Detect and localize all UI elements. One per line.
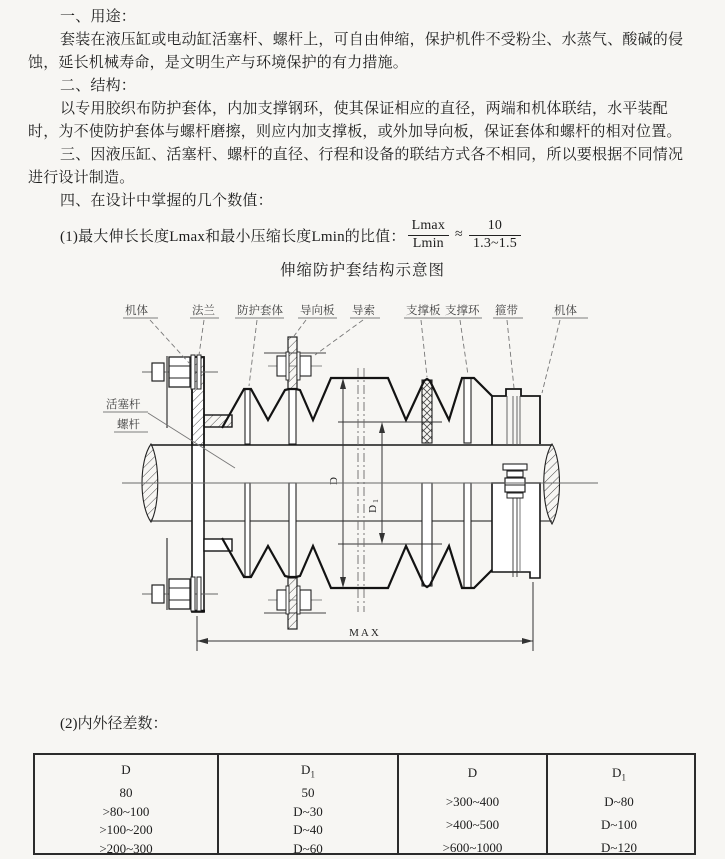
label-support-plate: 支撑板: [406, 305, 441, 317]
paragraph-line: 蚀，延长机械寿命，是文明生产与环境保护的有力措施。: [28, 55, 409, 71]
label-machine-body-left: 机体: [125, 305, 148, 317]
paragraph-line: 以专用胶织布防护套体，内加支撑钢环，使其保证相应的直径，两端和机体联结，水平装配: [60, 101, 669, 117]
section2-heading: 二、结构：: [60, 78, 137, 94]
formula-lead: (1)最大伸长长度Lmax和最小压缩长度Lmin的比值：: [60, 228, 406, 245]
table-cell: >600~1000: [442, 839, 503, 855]
table-cell: D~40: [293, 822, 323, 838]
shaft-break-right: [544, 444, 560, 524]
paragraph-line: 进行设计制造。: [28, 170, 135, 186]
label-piston-rod: 活塞杆: [106, 399, 141, 411]
support-ring: [464, 378, 471, 443]
table-cell: >300~400: [445, 793, 500, 809]
paragraph-line: 三、因液压缸、活塞杆、螺杆的直径、行程和设备的联结方式各不相同，所以要根据不同情况: [60, 147, 684, 163]
mount-bolt-bottom-left: [142, 577, 218, 611]
diameter-table: [33, 753, 696, 855]
table-cell: D~120: [601, 839, 637, 855]
table-cell: >100~200: [99, 822, 153, 838]
label-guide-cable: 导索: [352, 305, 375, 317]
approx-sign: ≈: [455, 227, 463, 242]
table-col-d1-large: [546, 755, 690, 853]
col-header: $D_1$: [612, 765, 626, 783]
diagram-title: 伸缩防护套结构示意图: [279, 262, 445, 279]
dim-d-label: D: [328, 475, 340, 485]
section1-heading: 一、用途：: [60, 9, 137, 25]
table-col-d-large: [397, 755, 546, 853]
label-support-ring: 支撑环: [445, 305, 480, 317]
fraction-lmax-lmin: $\frac{Lmax}{Lmin}$: [408, 218, 449, 253]
dimension-max: [197, 582, 533, 651]
label-guide-plate: 导向板: [300, 305, 335, 317]
label-flange: 法兰: [192, 305, 215, 317]
table-col-d1-small: [217, 755, 397, 856]
table-cell: 80: [119, 785, 133, 801]
dim-d1-label: D1: [367, 497, 380, 513]
label-machine-body-right: 机体: [554, 305, 577, 317]
table-cell: D~100: [601, 816, 637, 832]
table-cell: >200~300: [99, 840, 153, 856]
table-cell: 50: [301, 785, 315, 801]
leader-lines: [150, 320, 560, 393]
col-header: $D_1$: [301, 762, 315, 780]
table-cell: D~60: [293, 840, 323, 856]
fraction-ratio-value: $\frac{10}{1.3\sim 1.5}$: [469, 218, 521, 253]
table-col-d-small: [35, 755, 217, 856]
label-hoop-band: 箍带: [495, 305, 518, 317]
mount-bolt-top-left: [142, 355, 218, 389]
paragraph-line: 时，为不使防护套体与螺杆磨擦，则应内加支撑板，或外加导向板，保证套体和螺杆的相对位置。: [28, 124, 682, 140]
flange: [191, 357, 232, 612]
section4-heading: 四、在设计中掌握的几个数值：: [60, 193, 273, 209]
col-header: D: [467, 765, 478, 780]
table-cell: D~80: [604, 793, 634, 809]
item2-heading: (2)内外径差数：: [60, 716, 168, 732]
support-plate: [422, 380, 432, 443]
label-screw-rod: 螺杆: [117, 419, 140, 431]
paragraph-line: 套装在液压缸或电动缸活塞杆、螺杆上，可自由伸缩，保护机件不受粉尘、水蒸气、酸碱的侵: [60, 32, 684, 48]
col-header: D: [121, 762, 131, 777]
table-cell: >400~500: [445, 816, 500, 832]
label-protective-cover: 防护套体: [237, 305, 283, 317]
table-cell: D~30: [293, 803, 323, 819]
dim-max-label: MAX: [349, 627, 381, 639]
table-cell: >80~100: [102, 803, 150, 819]
